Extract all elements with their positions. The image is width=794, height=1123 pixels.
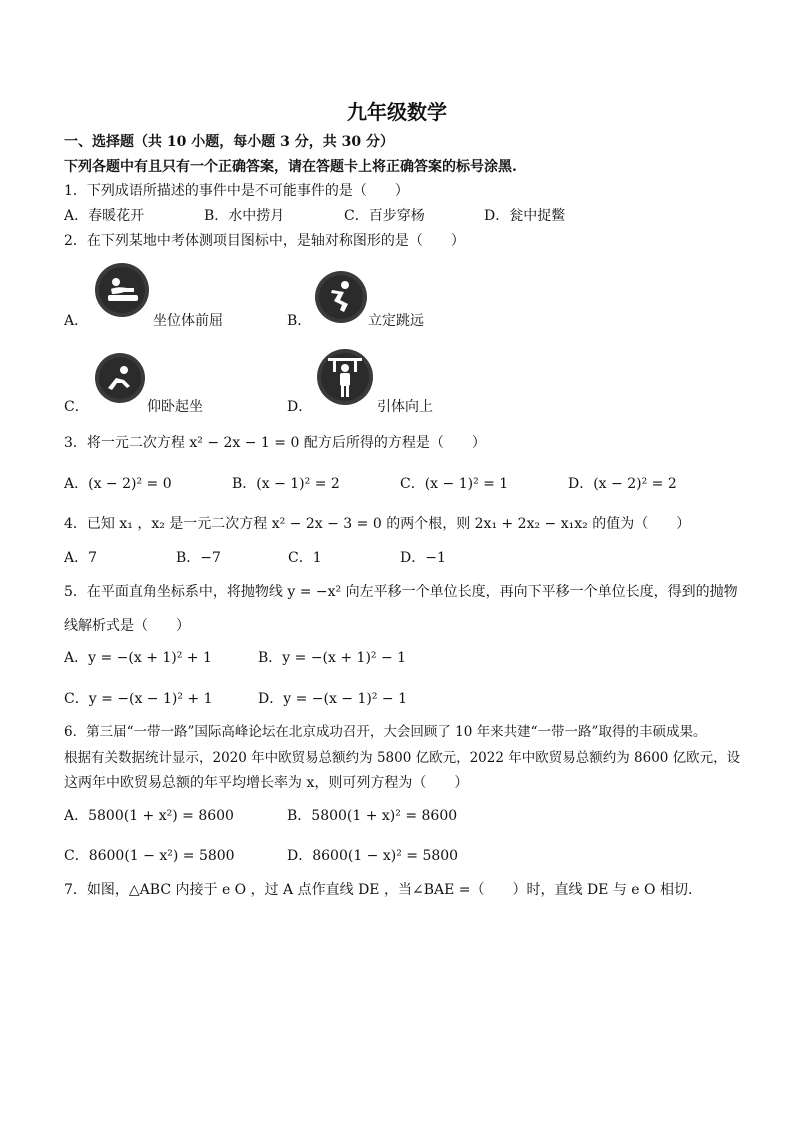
question-6-stem-line-1: 6．第三届“一带一路”国际高峰论坛在北京成功召开，大会回顾了 10 年来共建“一带一路”取得的丰硕成果。 <box>64 724 707 740</box>
question-2-option-a-label: 坐位体前屈 <box>153 313 223 329</box>
question-4-option-c: C．1 <box>288 550 322 566</box>
sit-and-reach-icon <box>94 262 150 318</box>
question-4-stem: 4．已知 x₁ ，x₂ 是一元二次方程 x² − 2x − 3 = 0 的两个根，则 2x₁ + 2x₂ − x₁x₂ 的值为（ ） <box>64 516 691 532</box>
question-7-stem: 7．如图，△ABC 内接于 e O ，过 A 点作直线 DE ，当∠BAE =（ ）时，直线 DE 与 e O 相切. <box>64 882 693 898</box>
question-2-option-c-letter: C． <box>64 399 89 415</box>
section-heading: 一、选择题（共 10 小题，每小题 3 分，共 30 分） <box>64 134 394 150</box>
question-1-stem: 1．下列成语所描述的事件中是不可能事件的是（ ） <box>64 183 409 199</box>
question-6-option-d: D．8600(1 − x)² = 5800 <box>287 848 459 864</box>
question-1-option-d: D．瓮中捉鳖 <box>484 208 566 224</box>
question-2-option-b-letter: B． <box>287 313 312 329</box>
question-3-stem: 3．将一元二次方程 x² − 2x − 1 = 0 配方后所得的方程是（ ） <box>64 435 486 451</box>
question-2-option-d-letter: D． <box>287 399 313 415</box>
question-3-option-b: B．(x − 1)² = 2 <box>232 476 340 492</box>
question-5-option-a: A．y = −(x + 1)² + 1 <box>64 650 212 666</box>
section-instruction: 下列各题中有且只有一个正确答案，请在答题卡上将正确答案的标号涂黑. <box>64 159 517 175</box>
standing-long-jump-icon <box>314 270 368 324</box>
question-6-option-b: B．5800(1 + x)² = 8600 <box>287 808 458 824</box>
sit-up-icon <box>94 352 146 404</box>
question-5-option-d: D．y = −(x − 1)² − 1 <box>258 691 408 707</box>
question-4-option-a: A．7 <box>64 550 98 566</box>
question-2-stem: 2．在下列某地中考体测项目图标中，是轴对称图形的是（ ） <box>64 233 465 249</box>
question-4-option-b: B．−7 <box>176 550 221 566</box>
question-2-option-a-letter: A． <box>64 313 89 329</box>
question-1-option-a: A．春暖花开 <box>64 208 145 224</box>
question-6-option-a: A．5800(1 + x²) = 8600 <box>64 808 234 824</box>
question-6-option-c: C．8600(1 − x²) = 5800 <box>64 848 235 864</box>
question-2-option-c-label: 仰卧起坐 <box>147 399 203 415</box>
question-1-option-b: B．水中捞月 <box>204 208 285 224</box>
question-1-option-c: C．百步穿杨 <box>344 208 425 224</box>
question-6-stem-line-3: 这两年中欧贸易总额的年平均增长率为 x，则可列方程为（ ） <box>64 775 469 791</box>
question-2-option-d-label: 引体向上 <box>377 399 433 415</box>
question-4-option-d: D．−1 <box>400 550 446 566</box>
question-3-option-a: A．(x − 2)² = 0 <box>64 476 172 492</box>
question-3-option-c: C．(x − 1)² = 1 <box>400 476 509 492</box>
question-2-option-b-label: 立定跳远 <box>368 313 424 329</box>
question-5-stem-line-1: 5．在平面直角坐标系中，将抛物线 y = −x² 向左平移一个单位长度，再向下平移一个单位长度，得到的抛物 <box>64 584 738 600</box>
question-5-option-c: C．y = −(x − 1)² + 1 <box>64 691 213 707</box>
question-3-option-d: D．(x − 2)² = 2 <box>568 476 677 492</box>
question-5-stem-line-2: 线解析式是（ ） <box>64 618 190 634</box>
question-6-stem-line-2: 根据有关数据统计显示，2020 年中欧贸易总额约为 5800 亿欧元，2022 年中欧贸易总额约为 8600 亿欧元，设 <box>64 750 741 766</box>
page-title: 九年级数学 <box>347 100 447 124</box>
question-5-option-b: B．y = −(x + 1)² − 1 <box>258 650 407 666</box>
pull-up-icon <box>316 348 374 406</box>
